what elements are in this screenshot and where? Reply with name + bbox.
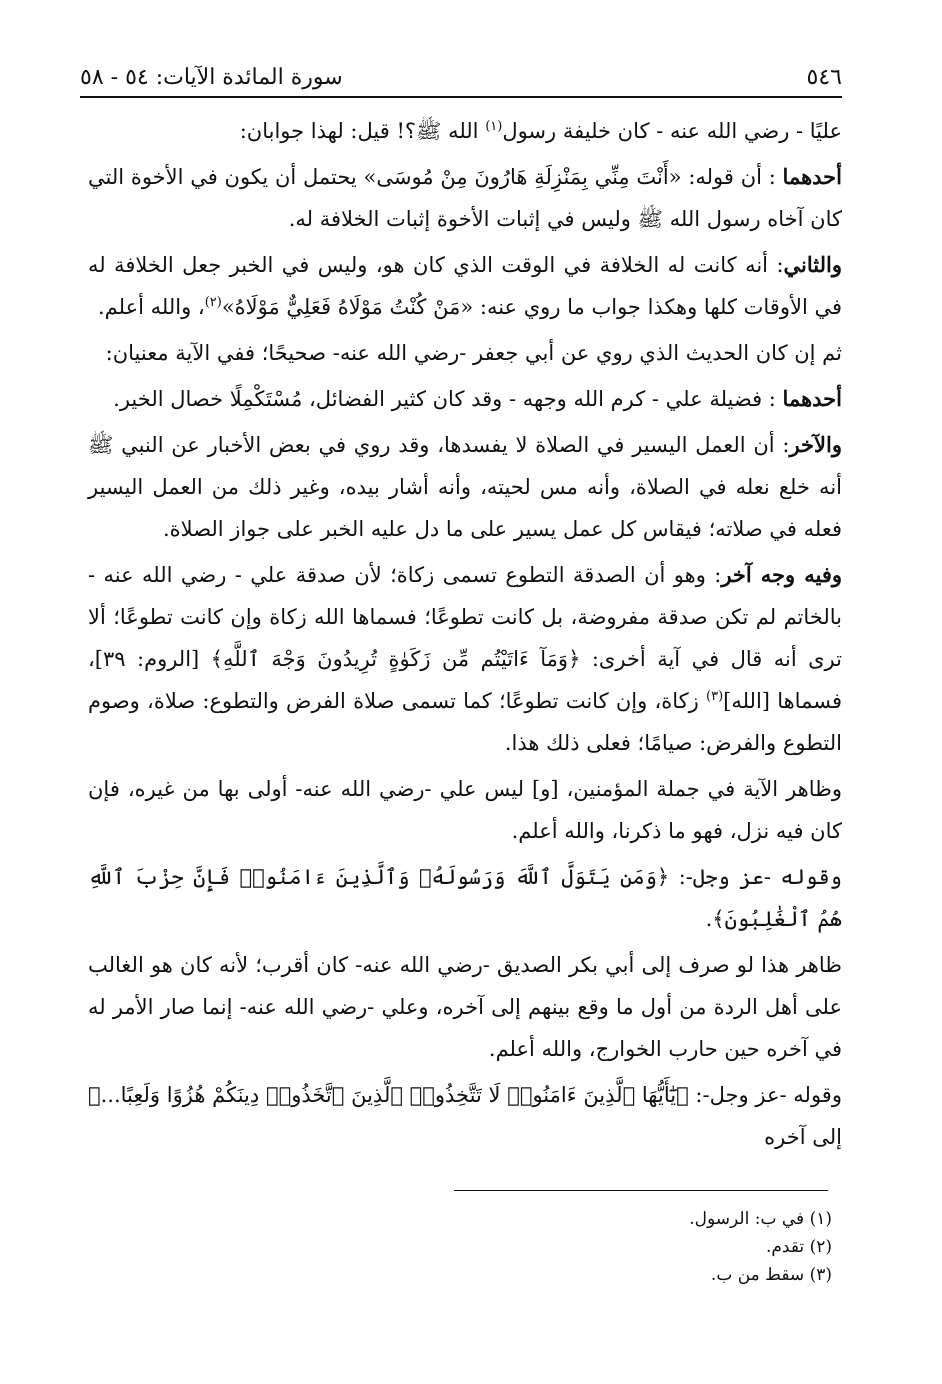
footnote-marker: (٢) bbox=[809, 1237, 832, 1257]
page-number: ٥٤٦ bbox=[806, 65, 842, 90]
footnote-ref: (٣) bbox=[706, 689, 724, 704]
paragraph-lead: وفيه وجه آخر bbox=[721, 562, 843, 587]
footnote-ref: (٢) bbox=[204, 295, 222, 310]
footnote bbox=[689, 1205, 832, 1233]
paragraph-text: وقوله -عز وجل-: ﴿يَٰٓأَيُّهَا ٱلَّذِينَ ءَامَنُوا۟ لَا تَتَّخِذُوا۟ ٱلَّذِينَ ٱتَّخَذُوا۟ دِينَكُمْ هُزُوًا وَلَعِبًا...﴾ إلى آخره bbox=[88, 1083, 842, 1149]
running-title: سورة المائدة الآيات: ٥٤ - ٥٨ bbox=[80, 65, 343, 90]
footnote-text: في ب: الرسول. bbox=[689, 1209, 805, 1229]
paragraph-text: : أنه كانت له الخلافة في الوقت الذي كان هو، وليس في الخبر جعل الخلافة له في الأوقات كلها وهكذا جواب ما روي عنه: «مَنْ كُنْتُ مَوْلَاهُ فَعَلِيٌّ مَوْلَاهُ» bbox=[88, 253, 842, 319]
paragraph-text: : أن العمل اليسير في الصلاة لا يفسدها، وقد روي في بعض الأخبار عن النبي ﷺ أنه خلع نعله في الصلاة، وأنه مس لحيته، وأنه أشار بيده، وغير ذلك من العمل اليسير فعله في صلاته؛ فيقاس كل عمل يسير على ما دل عليه الخبر على جواز الصلاة. bbox=[88, 433, 842, 541]
footnote-marker: (١) bbox=[809, 1209, 832, 1229]
paragraph bbox=[88, 768, 842, 852]
paragraph bbox=[88, 156, 842, 240]
page-header bbox=[80, 50, 842, 90]
paragraph-text: وقوله -عز وجل-: ﴿وَمَن يَتَوَلَّ ٱللَّهَ وَرَسُولَهُۥ وَٱلَّذِينَ ءَامَنُوا۟ فَإِنَّ حِزْبَ ٱللَّهِ هُمُ ٱلْغَٰلِبُونَ﴾. bbox=[88, 865, 842, 931]
body-text bbox=[88, 110, 842, 1162]
paragraph bbox=[88, 856, 842, 940]
footnote-text: تقدم. bbox=[765, 1237, 805, 1257]
footnote-text: سقط من ب. bbox=[710, 1265, 805, 1285]
paragraph-lead: والثاني bbox=[783, 252, 842, 277]
footnote-separator bbox=[454, 1190, 828, 1191]
paragraph-text: وظاهر الآية في جملة المؤمنين، [و] ليس علي -رضي الله عنه- أولى بها من غيره، فإن كان فيه نزل، فهو ما ذكرنا، والله أعلم. bbox=[88, 777, 842, 843]
paragraph-text: : وهو أن الصدقة التطوع تسمى زكاة؛ لأن صدقة علي - رضي الله عنه - بالخاتم لم تكن صدقة مفروضة، بل كانت تطوعًا؛ فسماها الله زكاة وإن كانت تطوعًا؛ ألا ترى أنه قال في آية أخرى: ﴿وَمَآ ءَاتَيْتُم مِّن زَكَوٰةٍ تُرِيدُونَ وَجْهَ ٱللَّهِ﴾ [الروم: ٣٩]، فسماها [الله] bbox=[88, 563, 842, 713]
paragraph bbox=[88, 110, 842, 152]
paragraph-text: ثم إن كان الحديث الذي روي عن أبي جعفر -رضي الله عنه- صحيحًا؛ ففي الآية معنيان: bbox=[105, 341, 842, 365]
paragraph bbox=[88, 1074, 842, 1158]
paragraph-text-after: الله ﷺ؟! قيل: لهذا جوابان: bbox=[239, 119, 486, 143]
paragraph bbox=[88, 378, 842, 420]
footnote bbox=[689, 1233, 832, 1261]
footnote-ref: (١) bbox=[485, 119, 503, 134]
header-rule bbox=[80, 96, 842, 98]
paragraph-text-after: زكاة، وإن كانت تطوعًا؛ كما تسمى صلاة الفرض والتطوع: صلاة، وصوم التطوع والفرض: صيامًا؛ فعلى ذلك هذا. bbox=[88, 689, 842, 755]
footnote-marker: (٣) bbox=[809, 1265, 832, 1285]
paragraph bbox=[88, 244, 842, 328]
paragraph-text: : أن قوله: «أَنْتَ مِنِّي بِمَنْزِلَةِ هَارُونَ مِنْ مُوسَى» يحتمل أن يكون في الأخوة التي كان آخاه رسول الله ﷺ وليس في إثبات الأخوة إثبات الخلافة له. bbox=[88, 165, 842, 231]
paragraph-lead: أحدهما bbox=[782, 164, 842, 189]
paragraph-text-after: ، والله أعلم. bbox=[98, 295, 205, 319]
footnotes bbox=[689, 1205, 832, 1289]
paragraph-text: ظاهر هذا لو صرف إلى أبي بكر الصديق -رضي الله عنه- كان أقرب؛ لأنه كان هو الغالب على أهل الردة من أول ما وقع بينهم إلى آخره، وعلي -رضي الله عنه- إنما صار الأمر له في آخره حين حارب الخوارج، والله أعلم. bbox=[88, 953, 842, 1061]
paragraph bbox=[88, 424, 842, 550]
paragraph-text: : فضيلة علي - كرم الله وجهه - وقد كان كثير الفضائل، مُسْتَكْمِلًا خصال الخير. bbox=[113, 387, 783, 411]
paragraph bbox=[88, 944, 842, 1070]
footnote bbox=[689, 1261, 832, 1289]
paragraph-text: عليًا - رضي الله عنه - كان خليفة رسول bbox=[502, 119, 842, 143]
paragraph bbox=[88, 554, 842, 764]
paragraph-lead: أحدهما bbox=[782, 386, 842, 411]
paragraph bbox=[88, 332, 842, 374]
paragraph-lead: والآخر bbox=[789, 432, 842, 457]
